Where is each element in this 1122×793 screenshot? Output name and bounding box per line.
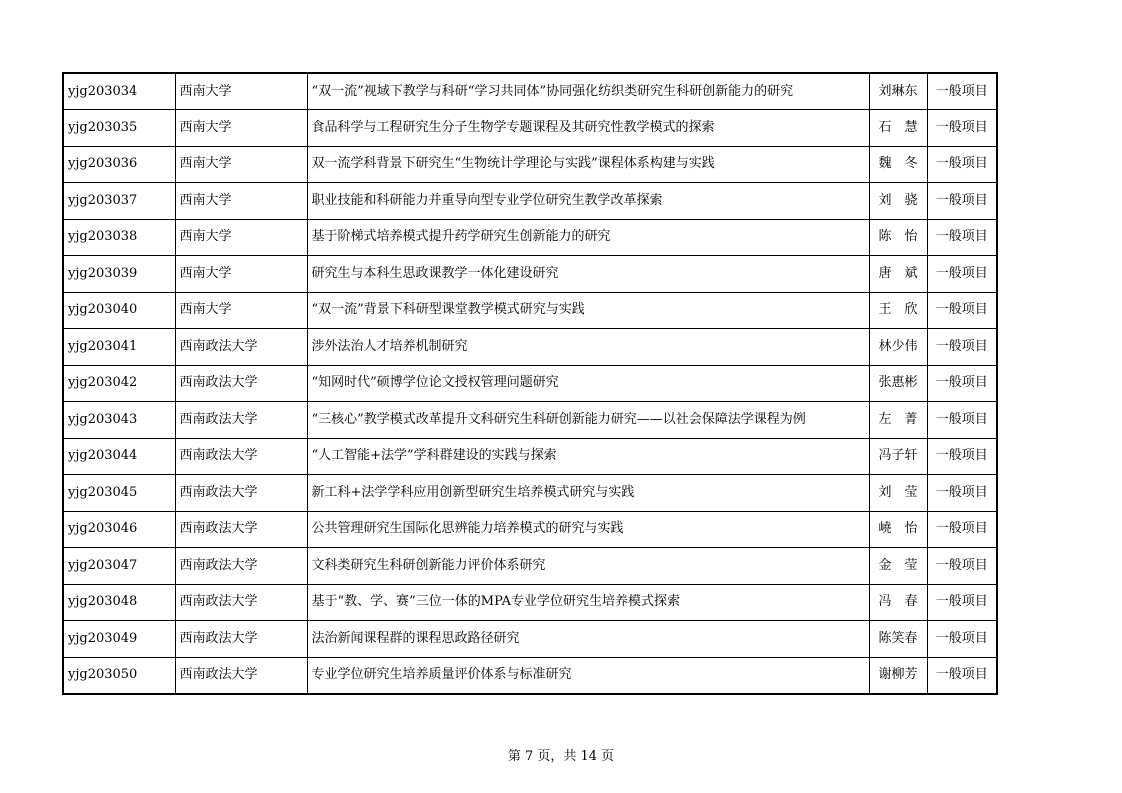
project-table [62,72,998,695]
school-cell: 西南大学 [175,256,307,293]
table-row [63,475,997,512]
table-row [63,183,997,220]
page-footer: 第 7 页，共 14 页 [507,749,615,764]
table-row [63,657,997,694]
school-cell: 西南政法大学 [175,657,307,694]
project-id-cell: yjg203039 [63,256,175,293]
project-id-cell: yjg203046 [63,511,175,548]
project-type-cell: 一般项目 [927,402,997,439]
table-row [63,110,997,147]
table-body [63,73,997,694]
project-id-cell: yjg203050 [63,657,175,694]
school-cell: 西南大学 [175,110,307,147]
project-type-cell: 一般项目 [927,438,997,475]
table-row [63,365,997,402]
project-id-cell: yjg203042 [63,365,175,402]
project-id-cell: yjg203036 [63,146,175,183]
project-title-cell: 文科类研究生科研创新能力评价体系研究 [307,548,869,585]
project-type-cell: 一般项目 [927,511,997,548]
leader-cell: 石 慧 [869,110,927,147]
project-title-cell: 食品科学与工程研究生分子生物学专题课程及其研究性教学模式的探索 [307,110,869,147]
project-id-cell: yjg203034 [63,73,175,110]
project-id-cell: yjg203035 [63,110,175,147]
project-type-cell: 一般项目 [927,584,997,621]
project-type-cell: 一般项目 [927,657,997,694]
project-title-cell: “双一流”视域下教学与科研“学习共同体”协同强化纺织类研究生科研创新能力的研究 [307,73,869,110]
leader-cell: 陈 怡 [869,219,927,256]
leader-cell: 金 莹 [869,548,927,585]
project-title-cell: 基于“教、学、赛”三位一体的MPA专业学位研究生培养模式探索 [307,584,869,621]
school-cell: 西南大学 [175,146,307,183]
project-id-cell: yjg203038 [63,219,175,256]
project-title-cell: 双一流学科背景下研究生“生物统计学理论与实践”课程体系构建与实践 [307,146,869,183]
table-row [63,292,997,329]
school-cell: 西南大学 [175,292,307,329]
project-type-cell: 一般项目 [927,256,997,293]
project-id-cell: yjg203043 [63,402,175,439]
leader-cell: 张惠彬 [869,365,927,402]
project-title-cell: “知网时代”硕博学位论文授权管理问题研究 [307,365,869,402]
leader-cell: 王 欣 [869,292,927,329]
leader-cell: 嶢 怡 [869,511,927,548]
school-cell: 西南政法大学 [175,584,307,621]
table-row [63,146,997,183]
table-row [63,219,997,256]
project-id-cell: yjg203041 [63,329,175,366]
leader-cell: 林少伟 [869,329,927,366]
project-title-cell: “双一流”背景下科研型课堂教学模式研究与实践 [307,292,869,329]
leader-cell: 刘琳东 [869,73,927,110]
project-type-cell: 一般项目 [927,110,997,147]
table-row [63,438,997,475]
project-title-cell: “人工智能+法学”学科群建设的实践与探索 [307,438,869,475]
project-id-cell: yjg203037 [63,183,175,220]
project-type-cell: 一般项目 [927,621,997,658]
table-row [63,329,997,366]
project-type-cell: 一般项目 [927,329,997,366]
table-row [63,73,997,110]
leader-cell: 冯子轩 [869,438,927,475]
leader-cell: 冯 春 [869,584,927,621]
project-title-cell: 研究生与本科生思政课教学一体化建设研究 [307,256,869,293]
project-id-cell: yjg203045 [63,475,175,512]
project-type-cell: 一般项目 [927,548,997,585]
leader-cell: 刘 骁 [869,183,927,220]
project-title-cell: 公共管理研究生国际化思辨能力培养模式的研究与实践 [307,511,869,548]
school-cell: 西南政法大学 [175,621,307,658]
leader-cell: 左 菁 [869,402,927,439]
project-title-cell: 基于阶梯式培养模式提升药学研究生创新能力的研究 [307,219,869,256]
project-title-cell: 新工科+法学学科应用创新型研究生培养模式研究与实践 [307,475,869,512]
project-title-cell: 职业技能和科研能力并重导向型专业学位研究生教学改革探索 [307,183,869,220]
project-title-cell: 涉外法治人才培养机制研究 [307,329,869,366]
project-id-cell: yjg203040 [63,292,175,329]
table-row [63,402,997,439]
project-type-cell: 一般项目 [927,475,997,512]
project-type-cell: 一般项目 [927,146,997,183]
table-row [63,548,997,585]
table-row [63,621,997,658]
leader-cell: 刘 莹 [869,475,927,512]
project-title-cell: “三核心”教学模式改革提升文科研究生科研创新能力研究——以社会保障法学课程为例 [307,402,869,439]
school-cell: 西南政法大学 [175,511,307,548]
project-id-cell: yjg203049 [63,621,175,658]
project-id-cell: yjg203048 [63,584,175,621]
school-cell: 西南大学 [175,183,307,220]
project-type-cell: 一般项目 [927,365,997,402]
school-cell: 西南政法大学 [175,438,307,475]
project-title-cell: 专业学位研究生培养质量评价体系与标准研究 [307,657,869,694]
project-title-cell: 法治新闻课程群的课程思政路径研究 [307,621,869,658]
school-cell: 西南政法大学 [175,365,307,402]
leader-cell: 唐 斌 [869,256,927,293]
school-cell: 西南大学 [175,219,307,256]
school-cell: 西南政法大学 [175,402,307,439]
school-cell: 西南政法大学 [175,329,307,366]
table-row [63,256,997,293]
school-cell: 西南政法大学 [175,475,307,512]
project-type-cell: 一般项目 [927,292,997,329]
project-id-cell: yjg203044 [63,438,175,475]
project-type-cell: 一般项目 [927,219,997,256]
school-cell: 西南大学 [175,73,307,110]
table-row [63,584,997,621]
table-row [63,511,997,548]
project-type-cell: 一般项目 [927,183,997,220]
leader-cell: 谢柳芳 [869,657,927,694]
project-id-cell: yjg203047 [63,548,175,585]
leader-cell: 魏 冬 [869,146,927,183]
leader-cell: 陈笑春 [869,621,927,658]
school-cell: 西南政法大学 [175,548,307,585]
project-type-cell: 一般项目 [927,73,997,110]
